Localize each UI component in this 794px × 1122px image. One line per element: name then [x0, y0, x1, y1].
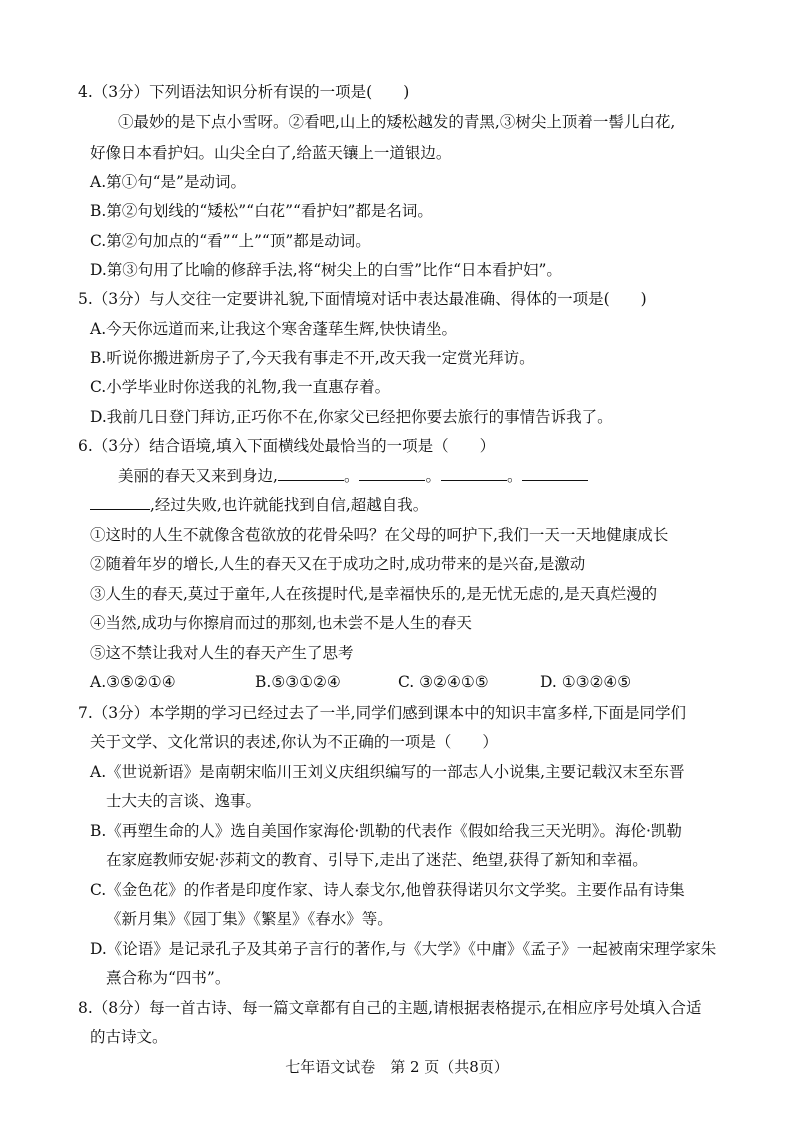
q6-blank-2: [359, 466, 425, 481]
q7-option-a-line2: 士大夫的言谈、逸事。: [106, 792, 262, 810]
q6-item-2: ②随着年岁的增长,人生的春天又在于成功之时,成功带来的是兴奋,是激动: [90, 555, 586, 573]
q6-sep: 。: [425, 467, 441, 485]
q5-option-a: A.今天你远道而来,让我这个寒舍蓬荜生辉,快快请坐。: [90, 320, 457, 338]
q7-option-a-line1: A.《世说新语》是南朝宋临川王刘义庆组织编写的一部志人小说集,主要记载汉末至东晋: [90, 763, 685, 781]
q7-option-d-line2: 熹合称为“四书”。: [106, 969, 231, 987]
q4-passage-line1: ①最妙的是下点小雪呀。②看吧,山上的矮松越发的青黑,③树尖上顶着一髻儿白花,: [118, 113, 676, 131]
q6-choice-d: D. ①③②④⑤: [540, 673, 632, 691]
q5-option-b: B.听说你搬进新房子了,今天我有事走不开,改天我一定赏光拜访。: [90, 349, 535, 367]
q5-stem: 5.（3分）与人交往一定要讲礼貌,下面情境对话中表达最准确、得体的一项是( ): [78, 290, 647, 308]
q6-passage-suffix: ,经过失败,也许就能找到自信,超越自我。: [150, 496, 429, 514]
q7-option-d-line1: D.《论语》是记录孔子及其弟子言行的著作,与《大学》《中庸》《孟子》一起被南宋理学家朱: [90, 940, 717, 958]
q5-option-d: D.我前几日登门拜访,正巧你不在,你家父已经把你要去旅行的事情告诉我了。: [90, 408, 613, 426]
q4-passage-line2: 好像日本看护妇。山尖全白了,给蓝天镶上一道银边。: [90, 144, 452, 162]
page-footer: 七年语文试卷 第 2 页（共8页）: [285, 1058, 509, 1076]
q6-item-4: ④当然,成功与你擦肩而过的那刻,也未尝不是人生的春天: [90, 614, 472, 632]
q7-stem-line1: 7.（3分）本学期的学习已经过去了一半,同学们感到课本中的知识丰富多样,下面是同学们: [78, 704, 687, 722]
q7-option-b-line2: 在家庭教师安妮·莎莉文的教育、引导下,走出了迷茫、绝望,获得了新知和幸福。: [106, 851, 648, 869]
q6-sep: 。: [343, 467, 360, 485]
q6-item-1: ①这时的人生不就像含苞欲放的花骨朵吗？在父母的呵护下,我们一天一天地健康成长: [90, 526, 669, 544]
q6-sep: 。: [506, 467, 523, 485]
q4-option-c: C.第②句加点的“看”“上”“顶”都是动词。: [90, 232, 371, 250]
q8-stem-line1: 8.（8分）每一首古诗、每一篇文章都有自己的主题,请根据表格提示,在相应序号处填入合适: [78, 999, 702, 1017]
q6-blank-4: [522, 466, 588, 481]
q6-choice-a: A.③⑤②①④: [90, 673, 176, 691]
q6-blank-3: [441, 466, 507, 481]
q7-option-c-line1: C.《金色花》的作者是印度作家、诗人泰戈尔,他曾获得诺贝尔文学奖。主要作品有诗集: [90, 881, 685, 899]
q6-choice-c: C. ③②④①⑤: [398, 673, 489, 691]
q5-option-c: C.小学毕业时你送我的礼物,我一直惠存着。: [90, 378, 391, 396]
q4-option-a: A.第①句“是”是动词。: [90, 173, 246, 191]
q6-passage-line1: [118, 466, 588, 486]
q7-option-b-line1: B.《再塑生命的人》选自美国作家海伦·凯勒的代表作《假如给我三天光明》。海伦·凯勒: [90, 822, 682, 840]
q6-choice-b: B.⑤③①②④: [255, 673, 341, 691]
q6-item-3: ③人生的春天,莫过于童年,人在孩提时代,是幸福快乐的,是无忧无虑的,是天真烂漫的: [90, 585, 658, 603]
q4-option-d: D.第③句用了比喻的修辞手法,将“树尖上的白雪”比作“日本看护妇”。: [90, 261, 562, 279]
q8-stem-line2: 的古诗文。: [90, 1028, 168, 1046]
q6-blank-5: [90, 495, 150, 510]
q7-stem-line2: 关于文学、文化常识的表述,你认为不正确的一项是（ ）: [90, 733, 498, 751]
q4-option-b: B.第②句划线的“矮松”“白花”“看护妇”都是名词。: [90, 202, 433, 220]
q6-item-5: ⑤这不禁让我对人生的春天产生了思考: [90, 644, 354, 662]
q7-option-c-line2: 《新月集》《园丁集》《繁星》《春水》等。: [106, 910, 393, 928]
q6-passage-prefix: 美丽的春天又来到身边,: [118, 467, 278, 485]
q4-stem: 4.（3分）下列语法知识分析有误的一项是( ): [78, 83, 410, 101]
q6-blank-1: [278, 466, 344, 481]
q6-passage-line2: [90, 495, 428, 515]
q6-stem: 6.（3分）结合语境,填入下面横线处最恰当的一项是（ ）: [78, 437, 496, 455]
